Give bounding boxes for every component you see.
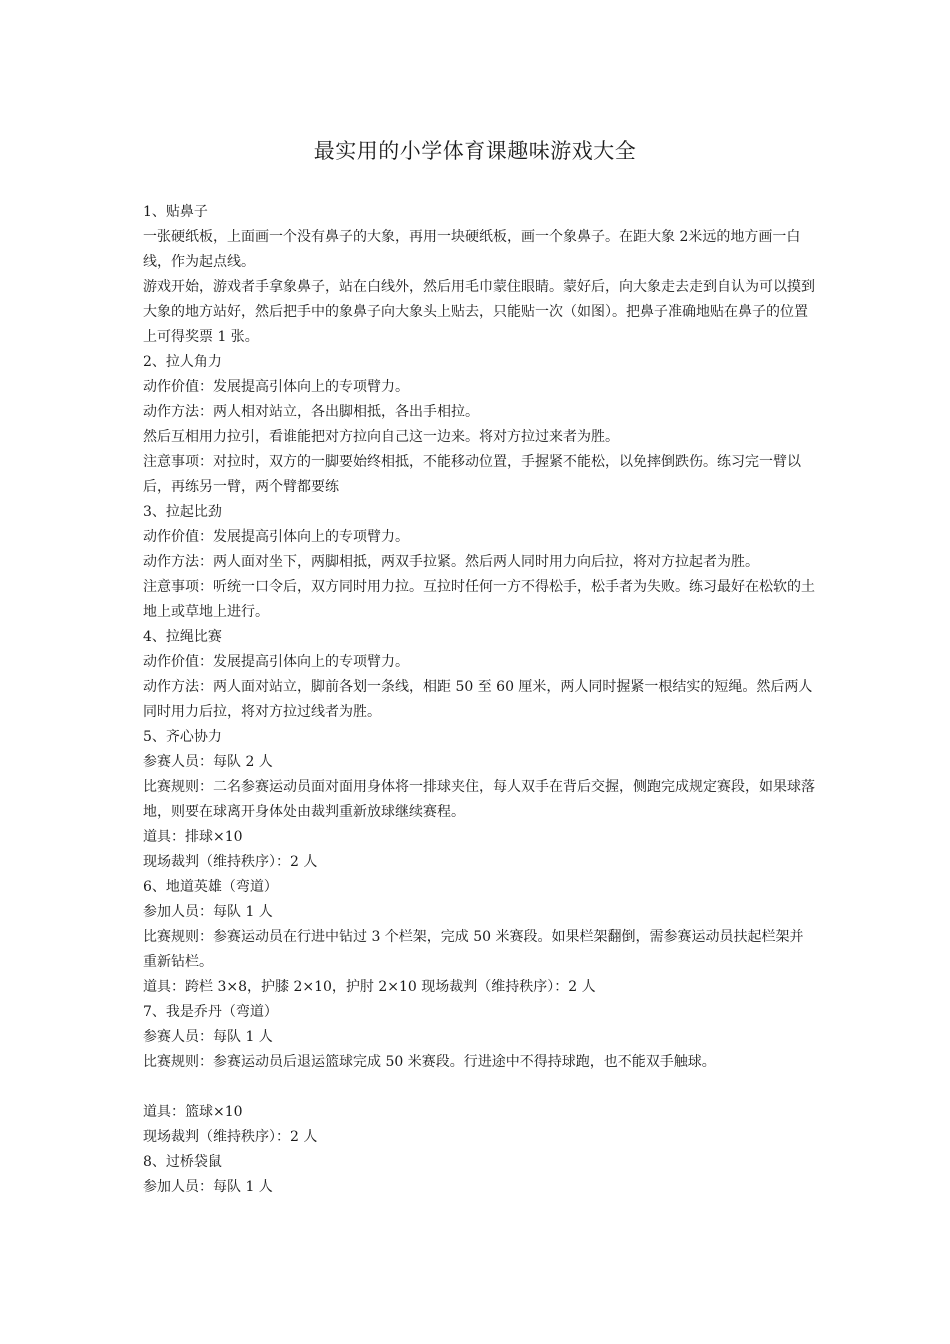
section-heading-8: 8、过桥袋鼠	[143, 1154, 222, 1170]
section-heading-7: 7、我是乔丹（弯道）	[143, 1004, 278, 1020]
section-heading-2: 2、拉人角力	[143, 354, 222, 370]
paragraph: 游戏开始，游戏者手拿象鼻子，站在白线外，然后用毛巾蒙住眼睛。蒙好后，向大象走去走到自认为可以摸到大象的地方站好，然后把手中的象鼻子向大象头上贴去，只能贴一次（如图）。把鼻子准确地贴在鼻子的位置上可得奖票 1 张。	[143, 279, 815, 345]
section-heading-6: 6、地道英雄（弯道）	[143, 879, 278, 895]
paragraph: 道具：篮球×10	[143, 1104, 243, 1120]
paragraph: 动作方法：两人面对坐下，两脚相抵，两双手拉紧。然后两人同时用力向后拉，将对方拉起者为胜。	[143, 554, 759, 570]
paragraph: 比赛规则：二名参赛运动员面对面用身体将一排球夹住，每人双手在背后交握，侧跑完成规定赛段，如果球落地，则要在球离开身体处由裁判重新放球继续赛程。	[143, 779, 815, 820]
paragraph: 注意事项：听统一口令后，双方同时用力拉。互拉时任何一方不得松手，松手者为失败。练习最好在松软的土地上或草地上进行。	[143, 579, 815, 620]
paragraph: 参加人员：每队 1 人	[143, 904, 273, 920]
paragraph: 注意事项：对拉时，双方的一脚要始终相抵，不能移动位置，手握紧不能松，以免摔倒跌伤。练习完一臂以后，再练另一臂，两个臂都要练	[143, 454, 801, 495]
paragraph: 比赛规则：参赛运动员在行进中钻过 3 个栏架，完成 50 米赛段。如果栏架翻倒，需参赛运动员扶起栏架并重新钻栏。	[143, 929, 804, 970]
section-heading-4: 4、拉绳比赛	[143, 629, 222, 645]
paragraph: 现场裁判（维持秩序）：2 人	[143, 1129, 318, 1145]
paragraph: 道具：跨栏 3×8，护膝 2×10，护肘 2×10 现场裁判（维持秩序）：2 人	[143, 979, 596, 995]
paragraph: 比赛规则：参赛运动员后退运篮球完成 50 米赛段。行进途中不得持球跑，也不能双手触球。	[143, 1054, 716, 1070]
paragraph: 参赛人员：每队 2 人	[143, 754, 273, 770]
paragraph: 动作方法：两人相对站立，各出脚相抵，各出手相拉。	[143, 404, 479, 420]
section-heading-1: 1、贴鼻子	[143, 204, 208, 220]
paragraph: 动作方法：两人面对站立，脚前各划一条线，相距 50 至 60 厘米，两人同时握紧一根结实的短绳。然后两人同时用力后拉，将对方拉过线者为胜。	[143, 679, 813, 720]
paragraph: 动作价值：发展提高引体向上的专项臂力。	[143, 529, 409, 545]
paragraph: 动作价值：发展提高引体向上的专项臂力。	[143, 654, 409, 670]
section-heading-3: 3、拉起比劲	[143, 504, 222, 520]
paragraph: 道具：排球×10	[143, 829, 243, 845]
section-heading-5: 5、齐心协力	[143, 729, 222, 745]
paragraph: 现场裁判（维持秩序）：2 人	[143, 854, 318, 870]
document-body	[143, 200, 815, 1200]
paragraph: 动作价值：发展提高引体向上的专项臂力。	[143, 379, 409, 395]
paragraph: 然后互相用力拉引，看谁能把对方拉向自己这一边来。将对方拉过来者为胜。	[143, 429, 619, 445]
paragraph: 参加人员：每队 1 人	[143, 1179, 273, 1195]
paragraph: 一张硬纸板，上面画一个没有鼻子的大象，再用一块硬纸板，画一个象鼻子。在距大象 2米远的地方画一白线，作为起点线。	[143, 229, 801, 270]
paragraph: 参赛人员：每队 1 人	[143, 1029, 273, 1045]
document-title: 最实用的小学体育课趣味游戏大全	[313, 139, 637, 163]
